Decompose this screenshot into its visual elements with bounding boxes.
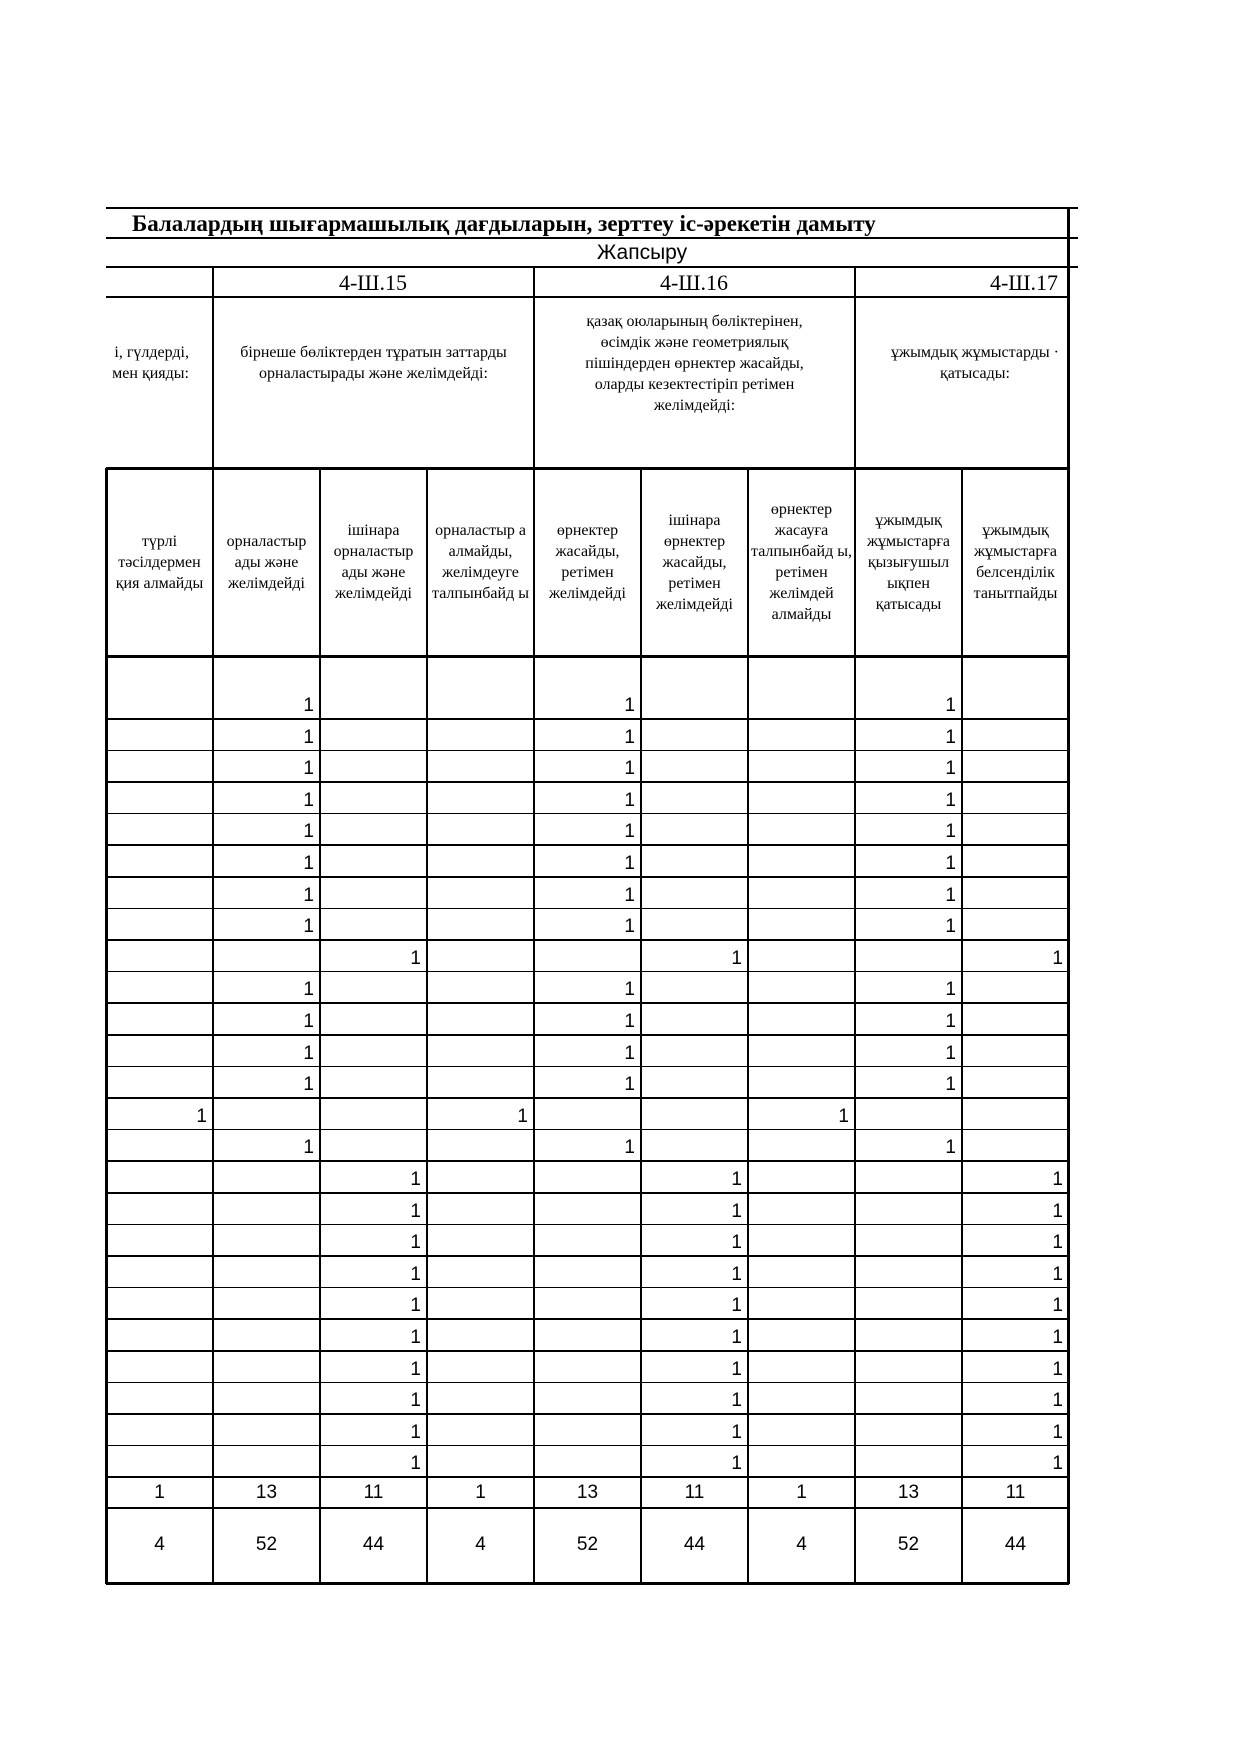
page-title: Балалардың шығармашылық дағдыларын, зерттеу іс-әрекетін дамыту: [132, 211, 876, 236]
percentage-cell: 44: [362, 1534, 385, 1556]
table-cell: 1: [303, 1137, 314, 1159]
total-cell: 11: [1005, 1482, 1026, 1504]
column-divider: [533, 468, 535, 1584]
row-border: [106, 1287, 1069, 1289]
table-cell: 1: [410, 947, 421, 969]
row-border: [106, 781, 1069, 783]
table-cell: 1: [1052, 1327, 1063, 1348]
column-header: орналастыр ады және желімдейді: [226, 532, 307, 592]
column-header: орналастыр а алмайды, желімдеуге талпынбайд ы: [432, 522, 529, 602]
table-cell: 1: [624, 979, 635, 1001]
table-cell: 1: [945, 1137, 956, 1159]
group-divider: [212, 268, 214, 468]
table-right-edge: [1067, 207, 1070, 1584]
table-cell: 1: [624, 1042, 635, 1064]
row-border: [106, 1382, 1069, 1384]
indicator-description-text: бірнеше бөліктерден тұратын заттарды орналастырады және желімдейді:: [240, 344, 507, 382]
group-divider: [533, 268, 535, 468]
row-border: [106, 1224, 1069, 1226]
table-cell: 1: [1052, 1169, 1063, 1190]
section-row: [106, 239, 1078, 268]
table-cell: 1: [410, 1295, 421, 1317]
table-cell: 1: [945, 979, 956, 1001]
table-cell: 1: [303, 821, 314, 843]
indicator-code: 4-Ш.16: [659, 270, 729, 295]
table-cell: 1: [945, 916, 956, 938]
table-cell: 1: [731, 1390, 742, 1412]
table-cell: 1: [624, 884, 635, 906]
table-cell: 1: [624, 758, 635, 780]
total-cell: 13: [897, 1482, 920, 1504]
row-border: [106, 939, 1069, 941]
table-cell: 1: [624, 1137, 635, 1159]
percentage-cell: 4: [475, 1534, 486, 1556]
table-cell: 1: [945, 789, 956, 811]
row-border: [106, 1097, 1069, 1099]
table-cell: 1: [303, 1074, 314, 1096]
table-cell: 1: [731, 1263, 742, 1285]
table-cell: 1: [945, 821, 956, 843]
table-cell: 1: [945, 884, 956, 906]
table-cell: 1: [624, 695, 635, 716]
total-cell: 1: [796, 1482, 807, 1504]
table-cell: 1: [624, 789, 635, 811]
column-header: ішінара өрнектер жасайды, ретімен желімдейді: [656, 511, 733, 613]
row-border: [106, 750, 1069, 752]
column-divider: [640, 468, 642, 1584]
row-border: [106, 718, 1069, 720]
table-cell: 1: [731, 1421, 742, 1443]
table-cell: 1: [1052, 1200, 1063, 1222]
table-cell: 1: [1052, 1358, 1063, 1380]
total-cell: 1: [475, 1482, 486, 1504]
totals-bottom-border: [106, 1507, 1069, 1509]
indicator-description-text: ұжымдық жұмыстарды · қатысады:: [891, 344, 1059, 382]
table-cell: 1: [410, 1200, 421, 1222]
row-border: [106, 1350, 1069, 1352]
percentage-cell: 44: [1004, 1534, 1027, 1556]
table-cell: 1: [303, 726, 314, 748]
indicator-code: 4-Ш.17: [989, 270, 1059, 295]
indicator-description: [213, 298, 534, 428]
section-label: Жапсыру: [596, 241, 688, 264]
column-header: өрнектер жасауға талпынбайд ы, ретімен желімдей алмайды: [751, 501, 852, 623]
row-border: [106, 1002, 1069, 1004]
indicator-description-text: қазақ оюларының бөліктерінен, өсімдік және геометриялық пішіндерден өрнектер жасайды, оларды кезектестіріп ретімен желімдейді:: [585, 312, 804, 414]
table-cell: 1: [945, 1074, 956, 1096]
table-cell: 1: [731, 1200, 742, 1222]
table-cell: 1: [303, 1011, 314, 1032]
row-border: [106, 1255, 1069, 1257]
percentage-cell: 4: [154, 1534, 165, 1556]
row-border: [106, 1192, 1069, 1194]
table-cell: 1: [1052, 1263, 1063, 1285]
table-cell: 1: [624, 726, 635, 748]
indicator-description: [534, 298, 855, 428]
title-row: [106, 207, 1078, 239]
row-border: [106, 844, 1069, 846]
row-border: [106, 1413, 1069, 1415]
table-cell: 1: [410, 1263, 421, 1285]
indicator-description: [865, 298, 1085, 428]
indicator-code: 4-Ш.15: [338, 270, 408, 295]
column-divider: [426, 468, 428, 1584]
table-cell: 1: [945, 853, 956, 874]
table-cell: 1: [1052, 1421, 1063, 1443]
row-border: [106, 1129, 1069, 1131]
row-border: [106, 1476, 1069, 1478]
table-cell: 1: [303, 758, 314, 780]
table-cell: 1: [945, 758, 956, 780]
table-cell: 1: [945, 695, 956, 716]
table-cell: 1: [303, 916, 314, 938]
table-cell: 1: [624, 916, 635, 938]
table-cell: 1: [303, 979, 314, 1001]
table-cell: 1: [410, 1327, 421, 1348]
column-header: ұжымдық жұмыстарға белсенділік танытпайды: [973, 522, 1058, 602]
table-cell: 1: [1052, 1295, 1063, 1317]
percentage-cell: 44: [683, 1534, 706, 1556]
table-cell: 1: [624, 853, 635, 874]
table-cell: 1: [624, 821, 635, 843]
row-border: [106, 1445, 1069, 1447]
column-header: түрлі тәсілдермен қия алмайды: [115, 532, 204, 592]
percentage-cell: 4: [796, 1534, 807, 1556]
table-cell: 1: [303, 853, 314, 874]
row-border: [106, 908, 1069, 910]
table-cell: 1: [1052, 1390, 1063, 1412]
row-border: [106, 1034, 1069, 1036]
table-cell: 1: [945, 1011, 956, 1032]
table-cell: 1: [410, 1421, 421, 1443]
table-cell: 1: [410, 1232, 421, 1254]
table-cell: 1: [624, 1074, 635, 1096]
column-header: ішінара орналастыр ады және желімдейді: [333, 522, 414, 602]
table-cell: 1: [945, 726, 956, 748]
table-cell: 1: [731, 1295, 742, 1317]
table-cell: 1: [410, 1390, 421, 1412]
table-cell: 1: [303, 695, 314, 716]
column-divider: [854, 468, 856, 1584]
table-cell: 1: [410, 1169, 421, 1190]
column-header: өрнектер жасайды, ретімен желімдейді: [549, 522, 626, 602]
table-cell: 1: [624, 1011, 635, 1032]
table-cell: 1: [410, 1358, 421, 1380]
table-cell: 1: [410, 1453, 421, 1475]
table-cell: 1: [1052, 1232, 1063, 1254]
column-divider: [319, 468, 321, 1584]
table-cell: 1: [303, 789, 314, 811]
group-divider: [854, 268, 856, 468]
total-cell: 11: [684, 1482, 705, 1504]
table-cell: 1: [731, 1453, 742, 1475]
table-cell: 1: [731, 1327, 742, 1348]
table-cell: 1: [731, 1232, 742, 1254]
percentage-cell: 52: [897, 1534, 920, 1556]
column-divider: [747, 468, 749, 1584]
percentage-cell: 52: [576, 1534, 599, 1556]
table-cell: 1: [731, 1169, 742, 1190]
table-cell: 1: [303, 884, 314, 906]
total-cell: 13: [255, 1482, 278, 1504]
subheader-bottom-border: [106, 655, 1069, 658]
table-cell: 1: [303, 1042, 314, 1064]
total-cell: 11: [363, 1482, 384, 1504]
table-cell: 1: [517, 1105, 528, 1127]
row-border: [106, 971, 1069, 973]
table-cell: 1: [731, 1358, 742, 1380]
row-border: [106, 813, 1069, 815]
table-cell: 1: [945, 1042, 956, 1064]
total-cell: 1: [154, 1482, 165, 1504]
table-cell: 1: [1052, 1453, 1063, 1475]
indicator-description-text: і, гүлдерді, мен қияды:: [112, 344, 189, 382]
table-cell: 1: [196, 1105, 207, 1127]
column-header: ұжымдық жұмыстарға қызығушыл ықпен қатысады: [867, 511, 950, 613]
row-border: [106, 1160, 1069, 1162]
row-border: [106, 1066, 1069, 1068]
row-border: [106, 1318, 1069, 1320]
total-cell: 13: [576, 1482, 599, 1504]
column-divider: [105, 468, 108, 1584]
row-border: [106, 876, 1069, 878]
table-cell: 1: [838, 1105, 849, 1127]
table-bottom-border: [106, 1582, 1069, 1585]
table-cell: 1: [1052, 947, 1063, 969]
column-divider: [212, 468, 214, 1584]
percentage-cell: 52: [255, 1534, 278, 1556]
indicator-description: [106, 298, 213, 428]
table-cell: 1: [731, 947, 742, 969]
column-divider: [961, 468, 963, 1584]
